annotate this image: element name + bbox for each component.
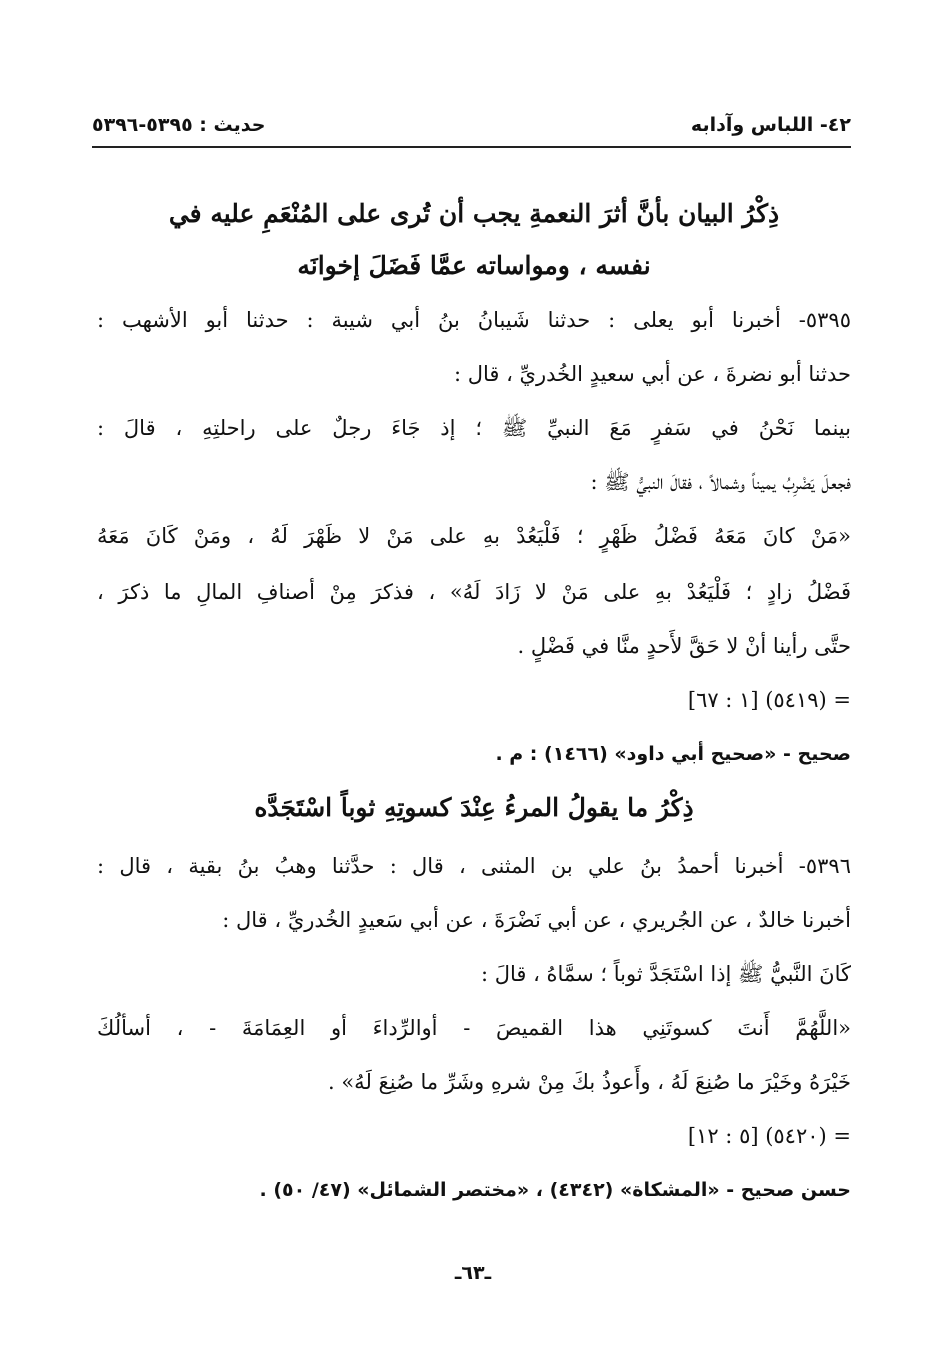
hadith-matn-line: بينما نَحْنُ في سَفرٍ مَعَ النبيِّ ﷺ ؛ إذ جَاءَ رجلٌ على راحلتِهِ ، قالَ : [97,416,851,440]
hadith-range: حديث : ٥٣٩٥-٥٣٩٦ [92,114,266,136]
hadith-matn-line: فجعلَ يَضْرِبُ يميناً وشمالاً ، فقالَ النبيُّ ﷺ : [590,470,851,494]
cross-reference: = (٥٤١٩) [١ : ٦٧] [687,688,851,712]
hadith-matn-line: كَانَ النَّبيُّ ﷺ إذا اسْتَجَدَّ ثوباً ؛ سمَّاهُ ، قالَ : [480,962,851,986]
section-title-line-1: ذِكْرُ البيان بأنَّ أثرَ النعمةِ يجب أن تُرى على المُنْعَمِ عليه في [168,199,780,228]
chapter-title: ٤٢- اللباس وآدابه [690,114,851,136]
page-number: ـ٦٣ـ [454,1262,492,1284]
cross-reference: = (٥٤٢٠) [٥ : ١٢] [687,1124,851,1148]
hadith-matn-line: حتَّى رأينا أنْ لا حَقَّ لأَحدٍ منَّا في فَضْلٍ . [517,634,851,658]
hadith-matn-line: فَضْلُ زادٍ ؛ فَلْيَعُدْ بهِ على مَنْ لا زَادَ لَهُ» ، فذكرَ مِنْ أصنافِ المالِ ما ذكرَ ، [97,580,851,604]
section-title-line-2: نفسه ، ومواساته عمَّا فَضَلَ إخوانَه [297,251,651,280]
hadith-isnad-line: ٥٣٩٥- أخبرنا أبو يعلى : حدثنا شَيبانُ بنُ أبي شيبة : حدثنا أبو الأشهب : [97,308,851,332]
hadith-matn-line: خَيْرَهُ وخَيْرَ ما صُنِعَ لَهُ ، وأَعوذُ بكَ مِنْ شرهِ وشَرِّ ما صُنِعَ لَهُ» . [327,1070,851,1094]
hadith-isnad-line: حدثنا أبو نضرةَ ، عن أبي سعيدٍ الخُدريِّ ، قال : [453,362,851,386]
running-header [92,108,851,142]
hadith-matn-line: «مَنْ كانَ مَعَهُ فَضْلُ ظَهْرٍ ؛ فَلْيَعُدْ بهِ على مَنْ لا ظَهْرَ لَهُ ، ومَنْ كَانَ مَعَهُ [97,524,851,548]
hadith-grading: حسن صحيح - «المشكاة» (٤٣٤٢) ، «مختصر الشمائل» (٤٧/ ٥٠) . [259,1179,851,1201]
section-title: ذِكْرُ ما يقولُ المرءُ عِنْدَ كسوتِهِ ثوباً اسْتَجَدَّه [254,793,694,822]
hadith-matn-line: «اللَّهُمَّ أَنتَ كسوتَنِي هذا القميصَ - أوالرِّداءَ أو العِمَامَةَ - ، أسألُكَ [97,1016,851,1040]
hadith-isnad-line: ٥٣٩٦- أخبرنا أحمدُ بنُ علي بن المثنى ، قال : حدَّثنا وهبُ بنُ بقية ، قال : [97,854,851,878]
header-rule [92,146,851,148]
hadith-isnad-line: أخبرنا خالدٌ ، عن الجُريري ، عن أبي نَضْرَةَ ، عن أبي سَعيدٍ الخُدريِّ ، قال : [222,908,851,932]
hadith-grading: صحيح - «صحيح أبي داود» (١٤٦٦) : م . [495,743,851,765]
